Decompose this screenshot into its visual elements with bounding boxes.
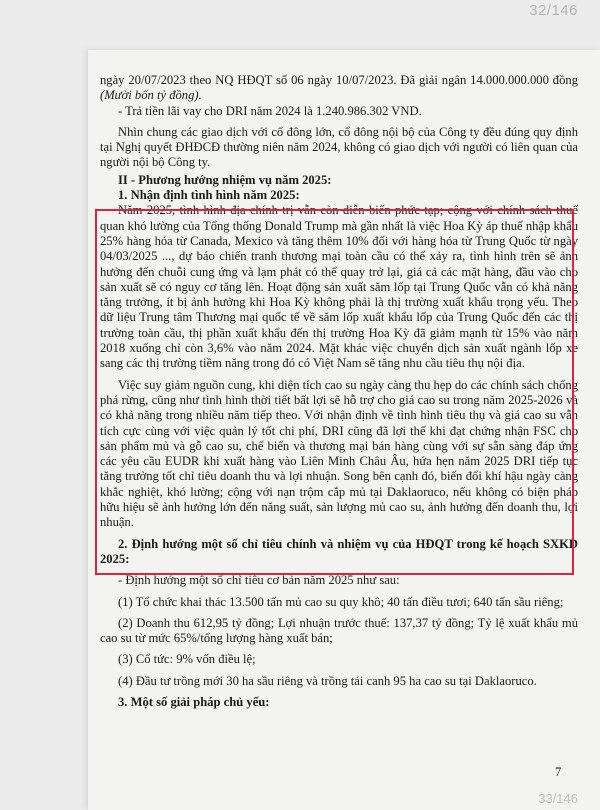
- target-item-4: (4) Đầu tư trồng mới 30 ha sầu riêng và trồng tái canh 95 ha cao su tại Daklaoruco.: [118, 673, 537, 688]
- target-item-3: (3) Cổ tức: 9% vốn điều lệ;: [118, 652, 256, 667]
- paragraph-disbursement: ngày 20/07/2023 theo NQ HĐQT số 06 ngày 10/07/2023. Đã giải ngân 14.000.000.000 đồng (Mười bốn tỷ đồng).: [100, 73, 578, 103]
- paragraph-supply-and-risks: Việc suy giảm nguồn cung, khi diện tích cao su ngày càng thu hẹp do các chính sách chống phá rừng, cũng như tình hình thời tiết bất lợi sẽ hỗ trợ cho giá cao su trong năm 2025-2026 và có khả năng trong nhiều năm tiếp theo. Với nhận định về tình hình tiêu thụ và giá cao su vẫn tích cực cùng với việc quản lý tốt chi phí, DRI cũng đã lợi thế khi đạt chứng nhận FSC cho sản phẩm mủ và gỗ cao su, chế biến và thương mại bán hàng cùng với sự sẵn sàng đáp ứng các yêu cầu EUDR khi xuất hàng vào Liên Minh Châu Âu, hứa hẹn năm 2025 DRI tiếp tục tăng trưởng tốt chỉ tiêu doanh thu và lợi nhuận. Song bên cạnh đó, biến đổi khí hậu ngày càng khắc nghiệt, khó lường; cộng với nạn trộm cắp mủ tại Daklaoruco, nếu không có biện pháp hữu hiệu sẽ ảnh hưởng lớn đến năng suất, sản lượng mủ cao su, ảnh hưởng đến doanh thu, lợi nhuận.: [100, 377, 578, 530]
- paragraph-interest-payment: - Trả tiền lãi vay cho DRI năm 2024 là 1.240.986.302 VND.: [118, 103, 422, 118]
- amount-in-words: (Mười bốn tỷ đồng).: [100, 88, 202, 103]
- target-item-2: (2) Doanh thu 612,95 tỷ đồng; Lợi nhuận trước thuế: 137,37 tỷ đồng; Tỷ lệ xuất khẩu mủ cao su từ mức 65%/tổng lượng hàng xuất bán;: [100, 615, 578, 646]
- paragraph-market-outlook: Năm 2025, tình hình địa chính trị vẫn còn diễn biến phức tạp; cộng với chính sách thuế quan khó lường của Tổng thống Donald Trump mà gần nhất là việc Hoa Kỳ áp thuế nhập khẩu 25% hàng hóa từ Canada, Mexico và tăng thêm 10% đối với hàng hóa từ Trung Quốc từ ngày 04/03/2025 ..., dự báo chiến tranh thương mại toàn cầu có thể xảy ra, tình hình trên sẽ ảnh hưởng đến chuỗi cung ứng và lạm phát có thể quay trở lại, giá cả các mặt hàng, đầu vào cho sản xuất sẽ có nguy cơ tăng lên. Hoạt động sản xuất săm lốp tại Trung Quốc vẫn có khả năng tăng trưởng, ít bị ảnh hưởng khi Hoa Kỳ không phải là thị trường xuất khẩu trọng yếu. Theo dữ liệu Trung tâm Thương mại quốc tế về săm lốp xuất khẩu lốp của Trung Quốc đến các thị trường toàn cầu, thị phần xuất khẩu đến thị trường Hoa Kỳ đã giảm mạnh từ 15% vào năm 2018 xuống chỉ còn 3,6% vào năm 2024. Mặt khác việc chuyển dịch sản xuất ngành lốp xe sang các thị trường tiềm năng trong đó có Việt Nam sẽ tăng nhu cầu tiêu thụ nội địa.: [100, 203, 578, 371]
- page-counter: 32/146: [529, 2, 578, 19]
- paragraph-transactions-summary: Nhìn chung các giao dịch với cổ đông lớn, cổ đông nội bộ của Công ty đều đúng quy định tại Nghị quyết ĐHĐCĐ thường niên năm 2024, không có giao dịch với người có liên quan của người nội bộ Công ty.: [100, 124, 578, 170]
- paragraph-targets-intro: - Định hướng một số chỉ tiêu cơ bản năm 2025 như sau:: [118, 573, 400, 588]
- highlight-box: [95, 209, 574, 575]
- subheading-key-targets: 2. Định hướng một số chỉ tiêu chính và nhiệm vụ của HĐQT trong kế hoạch SXKD 2025:: [100, 536, 578, 566]
- subheading-assessment-2025: 1. Nhận định tình hình năm 2025:: [118, 188, 300, 203]
- subheading-main-solutions: 3. Một số giải pháp chủ yếu:: [118, 694, 270, 709]
- section-heading-direction-2025: II - Phương hướng nhiệm vụ năm 2025:: [118, 172, 332, 187]
- target-item-1: (1) Tổ chức khai thác 13.500 tấn mủ cao su quy khô; 40 tấn điều tươi; 640 tấn sầu riêng;: [118, 594, 564, 609]
- page-number: 7: [555, 765, 562, 779]
- page-counter-next: 33/146: [538, 791, 578, 806]
